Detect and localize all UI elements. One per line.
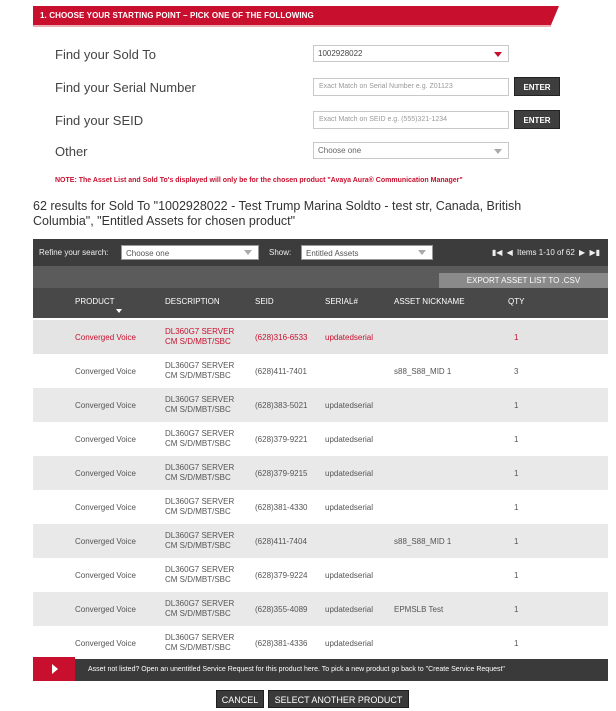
cell-description: DL360G7 SERVER CM S/D/MBT/SBC	[165, 531, 235, 550]
table-row[interactable]	[33, 320, 608, 354]
footer-tab[interactable]	[33, 657, 75, 681]
select-another-product-button[interactable]: SELECT ANOTHER PRODUCT	[268, 690, 409, 708]
chevron-down-icon	[494, 149, 502, 154]
cell-product: Converged Voice	[75, 537, 136, 546]
show-value: Entitled Assets	[306, 249, 359, 258]
cell-description: DL360G7 SERVER CM S/D/MBT/SBC	[165, 565, 235, 584]
header-corner	[551, 6, 559, 25]
table-row[interactable]	[33, 490, 608, 524]
serial-row	[55, 78, 565, 102]
seid-row	[55, 111, 565, 135]
pager	[490, 248, 600, 257]
cell-serial: updatedserial	[325, 435, 374, 444]
other-row	[55, 142, 565, 166]
cell-seid: (628)411-7404	[255, 537, 307, 546]
first-page-icon[interactable]: ▮◀	[491, 248, 503, 257]
cell-serial: updatedserial	[325, 401, 374, 410]
cell-description: DL360G7 SERVER CM S/D/MBT/SBC	[165, 361, 235, 380]
cell-description: DL360G7 SERVER CM S/D/MBT/SBC	[165, 599, 235, 618]
footer-bar	[33, 659, 608, 681]
other-label: Other	[55, 144, 88, 159]
cell-product: Converged Voice	[75, 503, 136, 512]
cell-serial: updatedserial	[325, 503, 374, 512]
seid-label: Find your SEID	[55, 113, 144, 128]
cell-serial: updatedserial	[325, 571, 374, 580]
cell-description: DL360G7 SERVER CM S/D/MBT/SBC	[165, 633, 235, 652]
serial-input[interactable]: Exact Match on Serial Number e.g. Z01123	[313, 78, 509, 96]
results-summary: 62 results for Sold To "1002928022 - Test Trump Marina Soldto - test str, Canada, British Columbia", "Entitled Assets for chosen product"	[33, 199, 522, 228]
divider	[33, 25, 551, 27]
cell-qty: 1	[514, 333, 519, 342]
chevron-down-icon	[418, 250, 426, 255]
seid-input[interactable]: Exact Match on SEID e.g. (555)321-1234	[313, 111, 509, 129]
table-row[interactable]	[33, 388, 608, 422]
cell-description: DL360G7 SERVER CM S/D/MBT/SBC	[165, 463, 235, 482]
table-row[interactable]	[33, 422, 608, 456]
footer-text[interactable]: Asset not listed? Open an unentitled Service Request for this product here. To pick a new product go back to "Create Service Request"	[88, 666, 505, 673]
cell-serial: updatedserial	[325, 333, 374, 342]
table-row[interactable]	[33, 456, 608, 490]
cell-qty: 1	[514, 469, 519, 478]
cell-product: Converged Voice	[75, 469, 136, 478]
cell-seid: (628)411-7401	[255, 367, 307, 376]
cell-qty: 1	[514, 605, 519, 614]
table-row[interactable]	[33, 558, 608, 592]
chevron-down-icon	[494, 52, 502, 57]
show-label: Show:	[269, 248, 292, 257]
table-row[interactable]	[33, 354, 608, 388]
seid-enter-button[interactable]: ENTER	[514, 110, 560, 129]
cell-qty: 1	[514, 503, 519, 512]
cell-qty: 1	[514, 571, 519, 580]
product-note: NOTE: The Asset List and Sold To's displayed will only be for the chosen product "Avaya Aura® Communication Manager"	[55, 177, 463, 184]
cell-description: DL360G7 SERVER CM S/D/MBT/SBC	[165, 395, 235, 414]
export-csv-button[interactable]: EXPORT ASSET LIST TO .CSV	[439, 273, 608, 288]
cell-seid: (628)381-4336	[255, 639, 308, 648]
cancel-button[interactable]: CANCEL	[216, 690, 264, 708]
play-icon	[52, 664, 58, 674]
col-product[interactable]: PRODUCT	[75, 297, 115, 306]
pager-text: Items 1-10 of 62	[517, 248, 575, 257]
col-serial: SERIAL#	[325, 297, 358, 306]
serial-label: Find your Serial Number	[55, 80, 196, 95]
cell-product: Converged Voice	[75, 401, 136, 410]
cell-nickname: s88_S88_MID 1	[394, 537, 452, 546]
cell-description: DL360G7 SERVER CM S/D/MBT/SBC	[165, 497, 235, 516]
cell-description: DL360G7 SERVER CM S/D/MBT/SBC	[165, 327, 235, 346]
cell-product: Converged Voice	[75, 435, 136, 444]
serial-enter-button[interactable]: ENTER	[514, 77, 560, 96]
sold-to-row	[55, 45, 565, 69]
chevron-down-icon	[244, 250, 252, 255]
cell-product: Converged Voice	[75, 639, 136, 648]
col-qty: QTY	[508, 297, 525, 306]
cell-serial: updatedserial	[325, 605, 374, 614]
other-select[interactable]	[313, 142, 509, 159]
step-title: 1. CHOOSE YOUR STARTING POINT – PICK ONE OF THE FOLLOWING	[40, 11, 314, 20]
refine-select[interactable]	[121, 245, 259, 260]
cell-seid: (628)379-9224	[255, 571, 308, 580]
table-header	[33, 288, 608, 318]
sold-to-select[interactable]	[313, 45, 509, 62]
cell-qty: 1	[514, 639, 519, 648]
refine-label: Refine your search:	[39, 248, 109, 257]
last-page-icon[interactable]: ▶▮	[589, 248, 600, 257]
cell-serial: updatedserial	[325, 639, 374, 648]
col-nickname: ASSET NICKNAME	[394, 297, 465, 306]
cell-qty: 1	[514, 435, 519, 444]
cell-seid: (628)355-4089	[255, 605, 308, 614]
cell-seid: (628)379-9221	[255, 435, 308, 444]
cell-product: Converged Voice	[75, 367, 136, 376]
results-toolbar	[33, 239, 608, 266]
step-header	[33, 6, 551, 25]
prev-page-icon[interactable]: ◀	[506, 248, 513, 257]
sold-to-value: 1002928022	[318, 49, 363, 58]
cell-serial: updatedserial	[325, 469, 374, 478]
cell-seid: (628)316-6533	[255, 333, 308, 342]
table-row[interactable]	[33, 524, 608, 558]
table-row[interactable]	[33, 626, 608, 660]
cell-nickname: s88_S88_MID 1	[394, 367, 452, 376]
table-row[interactable]	[33, 592, 608, 626]
cell-product: Converged Voice	[75, 605, 136, 614]
show-select[interactable]	[301, 245, 433, 260]
refine-value: Choose one	[126, 249, 170, 258]
cell-seid: (628)379-9215	[255, 469, 308, 478]
cell-product: Converged Voice	[75, 333, 136, 342]
next-page-icon[interactable]: ▶	[579, 248, 586, 257]
cell-qty: 1	[514, 537, 519, 546]
col-seid: SEID	[255, 297, 274, 306]
col-description: DESCRIPTION	[165, 297, 220, 306]
cell-description: DL360G7 SERVER CM S/D/MBT/SBC	[165, 429, 235, 448]
cell-qty: 3	[514, 367, 519, 376]
sort-down-icon[interactable]	[116, 309, 122, 313]
cell-seid: (628)381-4330	[255, 503, 308, 512]
cell-nickname: EPMSLB Test	[394, 605, 444, 614]
cell-product: Converged Voice	[75, 571, 136, 580]
other-value: Choose one	[318, 146, 362, 155]
cell-qty: 1	[514, 401, 519, 410]
export-strip	[33, 266, 608, 288]
sold-to-label: Find your Sold To	[55, 47, 156, 62]
cell-seid: (628)383-5021	[255, 401, 308, 410]
